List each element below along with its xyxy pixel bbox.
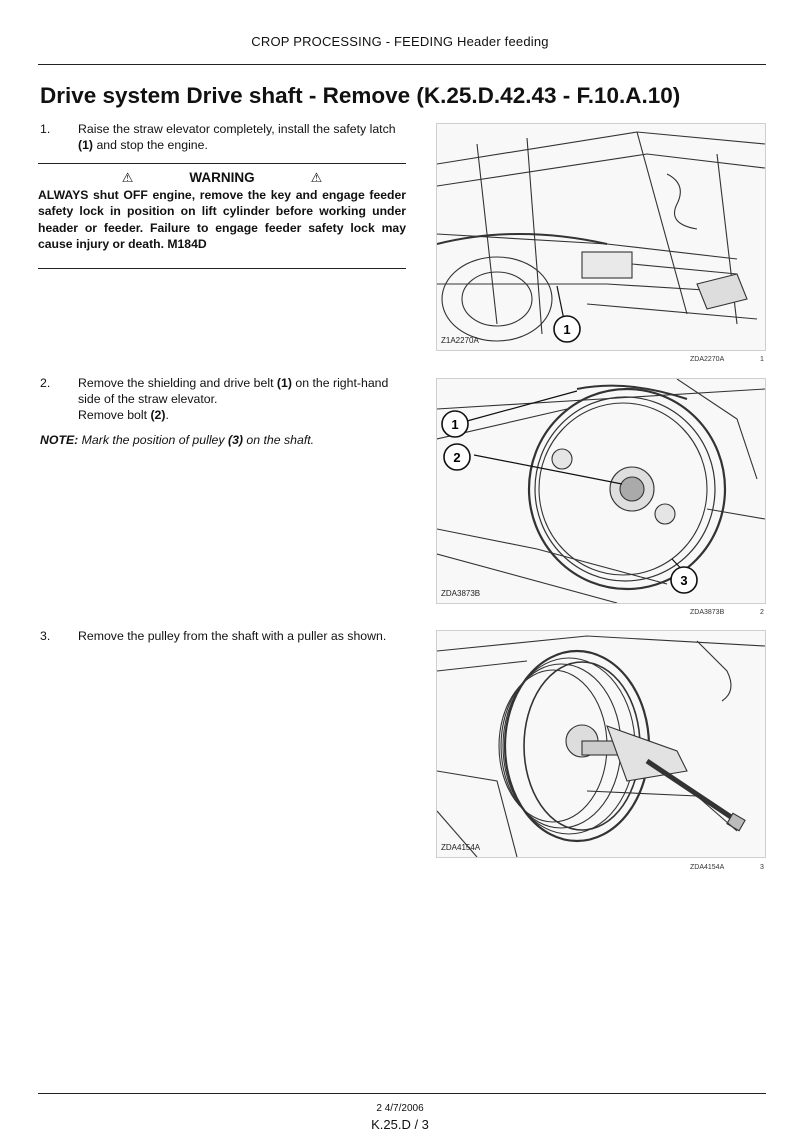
warning-title: WARNING xyxy=(189,170,255,185)
figure-2-code: ZDA3873B xyxy=(690,609,725,616)
header-rule xyxy=(38,64,766,65)
step-text: Remove the pulley from the shaft with a puller as shown. xyxy=(78,629,387,643)
note: NOTE: Mark the position of pulley (3) on the shaft. xyxy=(40,433,315,447)
step-3 xyxy=(40,628,406,644)
page-title: Drive system Drive shaft - Remove (K.25.D.42.43 - F.10.A.10) xyxy=(40,83,681,108)
warning-heading xyxy=(38,170,406,186)
warning-box xyxy=(38,163,406,269)
warning-triangle-icon: ⚠ xyxy=(121,170,134,185)
step-1 xyxy=(40,121,406,153)
step-number: 2. xyxy=(40,376,51,390)
figure-image-code: ZDA4154A xyxy=(441,843,481,852)
callout-1: 1 xyxy=(563,322,571,337)
figure-1-number: 1 xyxy=(760,356,764,363)
figure-3-illustration xyxy=(436,630,766,858)
callout-1: 1 xyxy=(451,417,459,432)
figure-1-illustration xyxy=(436,123,766,351)
callout-2: 2 xyxy=(453,450,461,465)
pulley-drive-belt-drawing xyxy=(437,379,765,603)
figure-3-code: ZDA4154A xyxy=(690,864,725,871)
figure-2-number: 2 xyxy=(760,609,764,616)
figure-3-number: 3 xyxy=(760,864,764,871)
step-number: 1. xyxy=(40,122,51,136)
footer-rule xyxy=(38,1093,766,1094)
pulley-puller-drawing xyxy=(437,631,765,857)
callout-3: 3 xyxy=(680,573,688,588)
figure-image-code: Z1A2270A xyxy=(441,336,479,345)
step-number: 3. xyxy=(40,629,51,643)
warning-triangle-icon: ⚠ xyxy=(310,170,323,185)
running-header: CROP PROCESSING - FEEDING Header feeding xyxy=(251,34,549,49)
step-text: Raise the straw elevator completely, install the safety latch (1) and stop the engine. xyxy=(78,122,396,152)
figure-image-code: ZDA3873B xyxy=(441,589,481,598)
warning-text: ALWAYS shut OFF engine, remove the key and engage feeder safety lock in position on lift cylinder before working under header or feeder. Failure to engage feeder safety lock may cause injury or death. M184D xyxy=(38,188,406,252)
step-text: Remove the shielding and drive belt (1) on the right-hand side of the straw elevator. Remove bolt (2). xyxy=(78,376,389,422)
step-2 xyxy=(40,375,406,423)
footer-page-number: K.25.D / 3 xyxy=(371,1117,429,1132)
figure-1-code: ZDA2270A xyxy=(690,356,725,363)
figure-2-illustration xyxy=(436,378,766,604)
straw-elevator-safety-latch-drawing xyxy=(437,124,765,350)
footer-date: 2 4/7/2006 xyxy=(376,1103,424,1114)
